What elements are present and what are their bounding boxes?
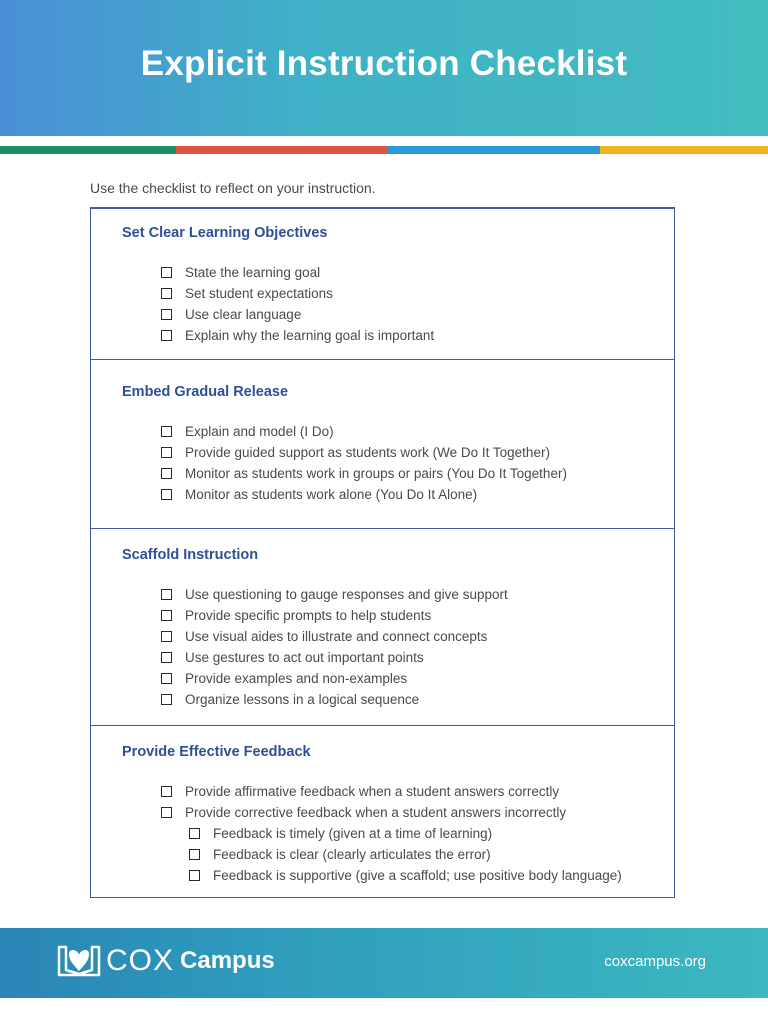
checklist-item[interactable]: Provide specific prompts to help students [161, 608, 431, 623]
logo-cox-text: COX [106, 944, 175, 977]
checklist-item[interactable]: Monitor as students work in groups or pairs (You Do It Together) [161, 466, 567, 481]
checkbox-icon[interactable] [161, 426, 172, 437]
checkbox-icon[interactable] [161, 694, 172, 705]
checklist-item[interactable]: State the learning goal [161, 265, 320, 280]
checklist-item[interactable]: Provide affirmative feedback when a student answers correctly [161, 784, 559, 799]
checklist-card [90, 207, 675, 898]
checklist-subitem[interactable]: Feedback is timely (given at a time of learning) [189, 826, 492, 841]
checklist-item[interactable]: Set student expectations [161, 286, 333, 301]
page-footer [0, 928, 768, 998]
checkbox-icon[interactable] [161, 786, 172, 797]
open-book-icon [56, 944, 102, 978]
checkbox-icon[interactable] [161, 489, 172, 500]
section-scaffold-instruction [91, 528, 674, 725]
website-link[interactable]: coxcampus.org [604, 953, 706, 970]
checkbox-icon[interactable] [161, 652, 172, 663]
checkbox-icon[interactable] [161, 610, 172, 621]
checklist-item[interactable]: Provide examples and non-examples [161, 671, 407, 686]
checkbox-icon[interactable] [189, 849, 200, 860]
checklist-item[interactable]: Use gestures to act out important points [161, 650, 424, 665]
checklist-item[interactable]: Explain why the learning goal is important [161, 328, 434, 343]
checkbox-icon[interactable] [161, 468, 172, 479]
checkbox-icon[interactable] [161, 330, 172, 341]
page-title: Explicit Instruction Checklist [140, 44, 628, 83]
color-stripe-green [0, 146, 176, 154]
checklist-item[interactable]: Use visual aides to illustrate and connect concepts [161, 629, 487, 644]
checkbox-icon[interactable] [161, 267, 172, 278]
section-title: Scaffold Instruction [122, 547, 259, 563]
checklist-subitem[interactable]: Feedback is clear (clearly articulates the error) [189, 847, 491, 862]
checklist-item[interactable]: Use questioning to gauge responses and give support [161, 587, 508, 602]
page-header [0, 0, 768, 136]
section-learning-objectives [91, 209, 674, 359]
section-gradual-release [91, 359, 674, 528]
section-effective-feedback [91, 725, 674, 898]
section-title: Embed Gradual Release [122, 384, 289, 400]
checklist-item[interactable]: Organize lessons in a logical sequence [161, 692, 419, 707]
checkbox-icon[interactable] [161, 288, 172, 299]
color-stripe-yellow [600, 146, 768, 154]
checkbox-icon[interactable] [161, 589, 172, 600]
intro-text: Use the checklist to reflect on your instruction. [90, 180, 376, 196]
checkbox-icon[interactable] [161, 631, 172, 642]
color-stripe-red [176, 146, 388, 154]
checklist-item[interactable]: Explain and model (I Do) [161, 424, 334, 439]
checkbox-icon[interactable] [161, 673, 172, 684]
checkbox-icon[interactable] [189, 828, 200, 839]
cox-campus-logo [56, 944, 275, 978]
checklist-item[interactable]: Provide guided support as students work (We Do It Together) [161, 445, 550, 460]
checklist-item[interactable]: Use clear language [161, 307, 301, 322]
section-title: Set Clear Learning Objectives [122, 225, 328, 241]
color-stripe-blue [388, 146, 600, 154]
checklist-item[interactable]: Provide corrective feedback when a student answers incorrectly [161, 805, 566, 820]
section-title: Provide Effective Feedback [122, 744, 311, 760]
checkbox-icon[interactable] [161, 309, 172, 320]
checklist-subitem[interactable]: Feedback is supportive (give a scaffold; use positive body language) [189, 868, 622, 883]
checkbox-icon[interactable] [161, 447, 172, 458]
logo-campus-text: Campus [180, 947, 275, 974]
checkbox-icon[interactable] [161, 807, 172, 818]
checkbox-icon[interactable] [189, 870, 200, 881]
checklist-item[interactable]: Monitor as students work alone (You Do It Alone) [161, 487, 477, 502]
